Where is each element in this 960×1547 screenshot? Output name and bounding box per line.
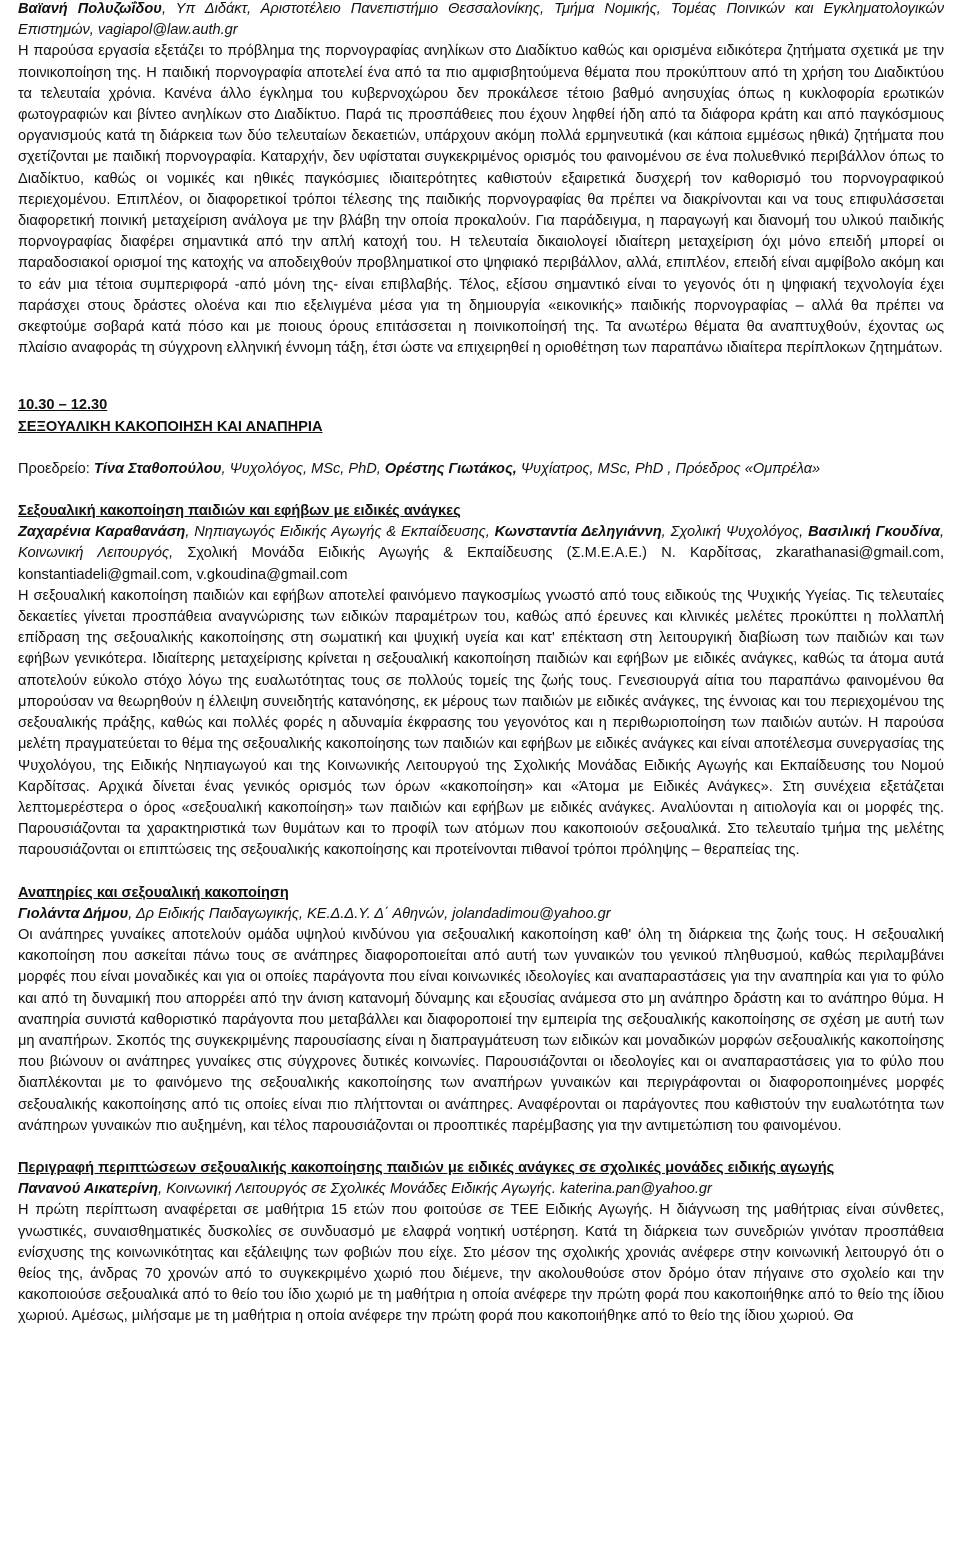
chair-1-details: , Ψυχολόγος, MSc, PhD, (221, 460, 385, 477)
intro-section (18, 0, 944, 359)
intro-author-line (18, 0, 944, 41)
chairs-label: Προεδρείο: (18, 460, 94, 477)
paper-3-abstract: Η πρώτη περίπτωση αναφέρεται σε μαθήτρια 15 ετών που φοιτούσε σε ΤΕΕ Ειδικής Αγωγής. Η διάγνωση της μαθήτριας είναι σύνθετες, γνωστικές, συναισθηματικές δυσκολίες σε συνδυασμό με ελαφρά νοητική υστέρηση. Κατά τη διάρκεια των συνεδριών γινόταν προσπάθεια ενίσχυσης της κοινωνικότητας και εξάλειψης των φοβιών που είχε. Στο μέσον της σχολικής χρονιάς ανέφερε στην κοινωνική λειτουργό ότι ο θείος της, άνδρας 70 χρονών από το συγκεκριμένο χωριό που διέμενε, την ακολουθούσε στον δρόμο όταν πήγαινε στο σχολείο και την κακοποιούσε σεξουαλικά από το θείο του ίδιο χωριό με τη μαθήτρια η οποία ανέφερε την πρώτη φορά που κακοποιήθηκε από το θείο της ίδιου χωριού. Αμέσως, μιλήσαμε με τη μαθήτρια η οποία ανέφερε την πρώτη φορά που κακοποιήθηκε από το θείο της ίδιου χωριού. Θα (18, 1202, 944, 1325)
paper-2-authors (18, 904, 944, 925)
intro-author-affiliation: , Υπ Διδάκτ, Αριστοτέλειο Πανεπιστήμιο Θεσσαλονίκης, Τμήμα Νομικής, Τομέας Ποινικών και Εγκληματολογικών Επιστημών, vagiapol@law.auth.gr (18, 1, 945, 39)
paper-2-title: Αναπηρίες και σεξουαλική κακοποίηση (18, 884, 289, 901)
chair-2-name: Ορέστης Γιωτάκος, (384, 460, 517, 477)
paper-1-author-1-details: , Νηπιαγωγός Ειδικής Αγωγής & Εκπαίδευσης, (185, 524, 495, 541)
paper-2-author-1-details: , Δρ Ειδικής Παιδαγωγικής, ΚΕ.Δ.Δ.Υ. Δ΄ Αθηνών, jolandadimou@yahoo.gr (128, 905, 611, 922)
paper-1-author-2-details: , Σχολική Ψυχολόγος, (661, 524, 809, 541)
paper-1-author-2: Κωνσταντία Δεληγιάννη (494, 524, 662, 541)
paper-3-author-1: Πανανού Αικατερίνη (18, 1181, 159, 1198)
session-title: ΣΕΞΟΥΑΛΙΚΗ ΚΑΚΟΠΟΙΗΣΗ ΚΑΙ ΑΝΑΠΗΡΙΑ (18, 418, 323, 435)
paper-1-author-1: Ζαχαρένια Καραθανάση (18, 524, 186, 541)
spacer (18, 480, 944, 501)
paper-2-abstract: Οι ανάπηρες γυναίκες αποτελούν ομάδα υψηλού κινδύνου για σεξουαλική κακοποίηση καθ' όλη τη διάρκεια της ζωής τους. Η σεξουαλική κακοποίηση που ασκείται πάνω τους σε ανάπηρες διαφοροποιείται από αυτή των γυναικών του γενικού πληθυσμού, καθώς περιλαμβάνει μορφές που είναι μοναδικές και για οι οποίες παράγοντα που είναι κοινωνικές ιδεολογίες και αναπαραστάσεις για την αναπηρία και για το φύλο και από τη δυναμική που απορρέει από την άνιση κατανομή δύναμης και εξουσίας ανάμεσα στο μη ανάπηρο δράστη και το ανάπηρο θύμα. Η αναπηρία συνιστά καθοριστικό παράγοντα που μεταβάλλει και διαφοροποιεί την εμπειρία της σεξουαλικής κακοποίησης σε σχέση με αυτή των μη αναπήρων. Σκοπός της συγκεκριμένης παρουσίασης είναι η διαπραγμάτευση των ειδικών και μοναδικών μορφών σεξουαλικής κακοποίησης που βιώνουν οι ανάπηρες γυναίκες στις σύγχρονες δυτικές κοινωνίες. Παρουσιάζονται οι ιδεολογίες και οι αναπαραστάσεις για το φύλο που διαπλέκονται με το φαινόμενο της σεξουαλικής κακοποίησης των αναπήρων γυναικών και περιγράφονται οι διαφοροποιημένες μορφές σεξουαλικής κακοποίησης από τις οποίες είναι πιο πλήττονται οι ανάπηρες. Αναφέρονται οι παράγοντες που καθιστούν την ευαλωτότητα των ανάπηρων γυναικών πιο αυξημένη, και τέλος παρουσιάζονται οι προοπτικές παρέμβασης για την αντιμετώπιση του φαινομένου. (18, 926, 944, 1134)
chair-1-name: Τίνα Σταθοπούλου (93, 460, 222, 477)
paper-1-title: Σεξουαλική κακοποίηση παιδιών και εφήβων με ειδικές ανάγκες (18, 503, 461, 520)
session-header (18, 395, 944, 437)
chair-2-details: Ψυχίατρος, MSc, PhD , Πρόεδρος «Ομπρέλα» (516, 460, 821, 477)
paper-3-title: Περιγραφή περιπτώσεων σεξουαλικής κακοποίησης παιδιών με ειδικές ανάγκες σε σχολικές μονάδες ειδικής αγωγής (18, 1159, 835, 1176)
intro-abstract: Η παρούσα εργασία εξετάζει το πρόβλημα της πορνογραφίας ανηλίκων στο Διαδίκτυο καθώς και ορισμένα ειδικότερα ζητήματα σχετικά με την ποινικοποίηση της. Η παιδική πορνογραφία αποτελεί ένα από τα πιο αμφισβητούμενα θέματα που προκύπτουν από τη χρήση του Διαδικτύου τα τελευταία χρόνια. Κανένα άλλο έγκλημα του κυβερνοχώρου δεν προκάλεσε τέτοιο βαθμό ανησυχίας όπως η κυκλοφορία ερωτικών φωτογραφιών και βίντεο ανηλίκων στο Διαδίκτυο. Παρά τις προσπάθειες που έχουν ληφθεί ήδη από τα διάφορα κράτη και από παγκόσμιους οργανισμούς κατά τη διάρκεια των δύο τελευταίων δεκαετιών, υπάρχουν ακόμη πολλά ερμηνευτικά (και κάποια εμμέσως ηθικά) ζητήματα που σχετίζονται με παιδική πορνογραφία. Καταρχήν, δεν υφίσταται συγκεκριμένος ορισμός του φαινομένου σε ένα πολυεθνικό περιβάλλον όπως το Διαδίκτυο, καθώς οι νομικές και ηθικές παγκόσμιες ιδιαιτερότητες καθιστούν εξαιρετικά δυσχερή τον καθορισμό του πορνογραφικού περιεχομένου. Επιπλέον, οι διαφορετικοί τρόποι τέλεσης της παιδικής πορνογραφίας θα πρέπει να διακρίνονται και να τους επιφυλάσσεται διαφορετική ποινική μεταχείριση ανάλογα με την βλάβη την οποία προκαλούν. Για παράδειγμα, η παραγωγή και διανομή του υλικού παιδικής πορνογραφίας διαφέρει σημαντικά από την απλή κατοχή του. Η τελευταία δικαιολογεί ιδιαίτερη μεταχείριση όχι μόνο επειδή μπορεί οι παραδοσιακοί ορισμοί της κατοχής να αποδειχθούν προβληματικοί στο ψηφιακό περιβάλλον, αλλά, επιπλέον, επειδή είναι αμφίβολο ακόμη και το εάν μια τέτοια συμπεριφορά -από μόνη της- είναι επιβλαβής. Τέλος, εξίσου σημαντικό είναι το γεγονός ότι η ψηφιακή τεχνολογία έχει παράσχει στους δράστες ολοένα και πιο εξελιγμένα μέσα για τη δημιουργία «εικονικής» παιδικής πορνογραφίας – αλλά θα πρέπει να σκεφτούμε σοβαρά κατά πόσο και με ποιους όρους επιτάσσεται η ποινικοποίησή της. Τα ανωτέρω θέματα θα αναπτυχθούν, έχοντας ως πλαίσιο αναφοράς τη σύγχρονη ελληνική έννομη τάξη, έτσι ώστε να επιχειρηθεί η οριοθέτηση των παραπάνω ιδιαίτερα περίπλοκων ζητημάτων. (18, 43, 944, 357)
paper-2 (18, 883, 944, 1137)
paper-1-abstract: Η σεξουαλική κακοποίηση παιδιών και εφήβων αποτελεί φαινόμενο παγκοσμίως γνωστό από τους ειδικούς της Ψυχικής Υγείας. Τις τελευταίες δεκαετίες γίνεται προσπάθεια αναγνώρισης των ειδικών παραμέτρων του, καθώς από έρευνες και κλινικές μελέτες προκύπτει η πολλαπλή επίδραση της σεξουαλικής κακοποίησης στη σωματική και ψυχική υγεία και κατ' επέκταση στη λειτουργική διαβίωση των παιδιών και των εφήβων γενικότερα. Ιδιαίτερης μεταχείρισης κρίνεται η σεξουαλική κακοποίηση παιδιών και εφήβων με ειδικές ανάγκες, καθώς τα άτομα αυτά αποτελούν εύκολο στόχο λόγω της ευαλωτότητας τους σε πολλούς τομείς της ζωής τους. Γενεσιουργά αίτια του παραπάνω φαινομένου θα μπορούσαν να θεωρηθούν η έλλειψη συνειδητής κατανόησης, εκ μέρους των παιδιών με ειδικές ανάγκες, της έννοιας και του περιεχομένου της σεξουαλικής πράξης, καθώς και πολλές φορές η αδυναμία έκφρασης του γεγονότος και η περιθωριοποίηση των παιδιών αυτών. Η παρούσα μελέτη πραγματεύεται το θέμα της σεξουαλικής κακοποίησης των παιδιών και εφήβων με ειδικές ανάγκες και είναι αποτέλεσμα συνεργασίας της Ψυχολόγου, της Ειδικής Νηπιαγωγού και της Κοινωνικής Λειτουργού της Σχολικής Μονάδας Ειδικής Αγωγής και Εκπαίδευσης του Νομού Καρδίτσας. Αρχικά δίνεται ένας γενικός ορισμός των όρων «κακοποίηση» και «Άτομα με Ειδικές Ανάγκες». Στη συνέχεια εξετάζεται λεπτομερέστερα ο όρος «σεξουαλική κακοποίηση» των παιδιών και εφήβων με ειδικές ανάγκες. Αναλύονται η αιτιολογία και οι μορφές της. Παρουσιάζονται τα χαρακτηριστικά των θυμάτων και το προφίλ των ατόμων που κακοποιούν σεξουαλικά. Στο τελευταίο τμήμα της μελέτης παρουσιάζονται οι επιπτώσεις της σεξουαλικής κακοποίησης και προτείνονται πιθανοί τρόποι πρόληψης – θεραπείας της. (18, 587, 944, 859)
spacer (18, 862, 944, 883)
paper-3-author-1-details: , Κοινωνική Λειτουργός σε Σχολικές Μονάδες Ειδικής Αγωγής. katerina.pan@yahoo.gr (158, 1181, 712, 1198)
paper-1-author-3-details: , Κοινωνική Λειτουργός, (18, 524, 944, 562)
spacer (18, 438, 944, 459)
spacer (18, 1137, 944, 1158)
paper-3-authors (18, 1179, 944, 1200)
session-chairs (18, 459, 944, 480)
intro-author-name: Βαϊανή Πολυζωΐδου (18, 1, 162, 17)
paper-3 (18, 1158, 944, 1328)
spacer (18, 359, 944, 395)
paper-1-author-3: Βασιλική Γκουδίνα (808, 524, 940, 541)
paper-1-authors (18, 522, 944, 586)
paper-1 (18, 501, 944, 861)
paper-2-author-1: Γιολάντα Δήμου (18, 905, 129, 922)
paper-1-affiliation: Σχολική Μονάδα Ειδικής Αγωγής & Εκπαίδευσης (Σ.Μ.Ε.Α.Ε.) Ν. Καρδίτσας, zkarathanasi@gmail.com, konstantiadeli@gmail.com, v.gkoudina@gmail.com (18, 545, 945, 583)
session-time: 10.30 – 12.30 (18, 397, 108, 414)
